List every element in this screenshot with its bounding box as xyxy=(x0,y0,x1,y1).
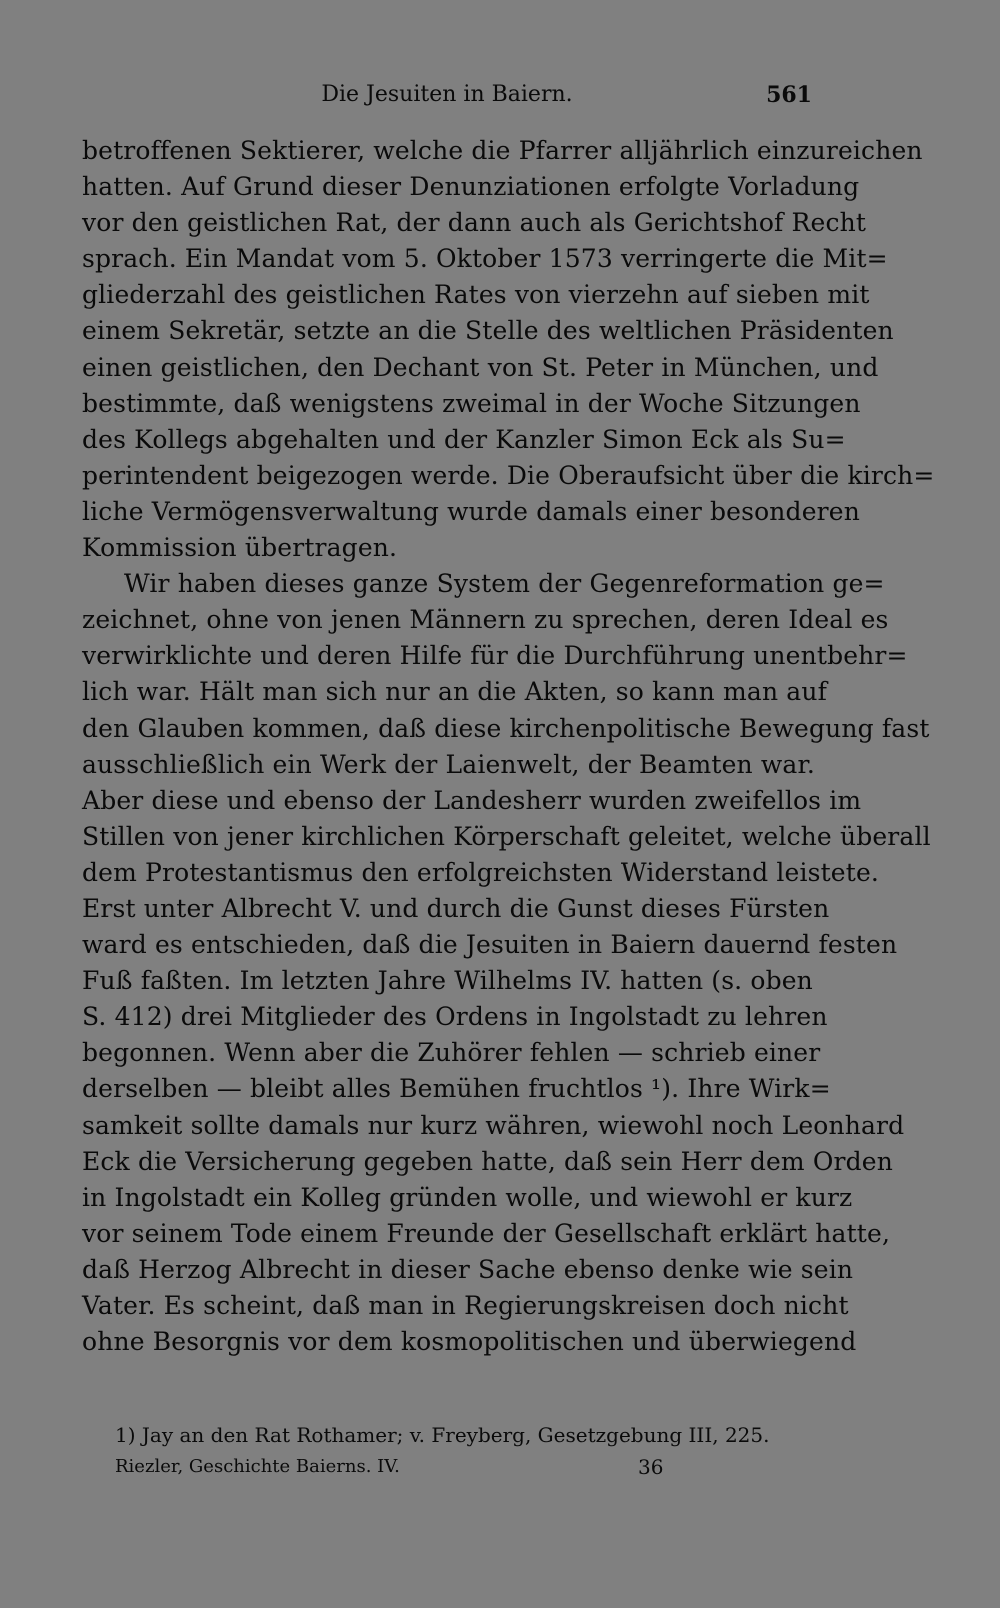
text-line: begonnen. Wenn aber die Zuhörer fehlen — schrieb einer xyxy=(82,1038,821,1068)
text-line: perintendent beigezogen werde. Die Oberaufsicht über die kirch= xyxy=(82,460,935,490)
text-line: dem Protestantismus den erfolgreichsten Widerstand leistete. xyxy=(82,857,879,887)
text-line: betroffenen Sektierer, welche die Pfarrer alljährlich einzureichen xyxy=(82,136,923,165)
text-line: samkeit sollte damals nur kurz währen, wiewohl noch Leonhard xyxy=(82,1110,905,1140)
text-line: Aber diese und ebenso der Landesherr wurden zweifellos im xyxy=(82,785,862,815)
text-line: ward es entschieden, daß die Jesuiten in Baiern dauernd festen xyxy=(82,930,898,960)
running-title: Die Jesuiten in Baiern. xyxy=(321,82,573,107)
page-header xyxy=(82,82,812,116)
text-line: des Kollegs abgehalten und der Kanzler Simon Eck als Su= xyxy=(82,424,846,454)
text-line: derselben — bleibt alles Bemühen fruchtlos ¹). Ihre Wirk= xyxy=(82,1074,831,1104)
text-line: bestimmte, daß wenigstens zweimal in der Woche Sitzungen xyxy=(82,388,861,418)
text-line: Vater. Es scheint, daß man in Regierungskreisen doch nicht xyxy=(82,1291,849,1320)
text-line: gliederzahl des geistlichen Rates von vierzehn auf sieben mit xyxy=(82,280,870,310)
text-line: Stillen von jener kirchlichen Körperschaft geleitet, welche überall xyxy=(82,821,931,851)
text-line: vor den geistlichen Rat, der dann auch als Gerichtshof Recht xyxy=(82,208,867,238)
text-line: den Glauben kommen, daß diese kirchenpolitische Bewegung fast xyxy=(82,713,930,743)
text-line: Fuß faßten. Im letzten Jahre Wilhelms IV. hatten (s. oben xyxy=(82,966,813,996)
body-text xyxy=(82,133,935,1360)
text-line: vor seinem Tode einem Freunde der Gesellschaft erklärt hatte, xyxy=(82,1218,891,1248)
text-line: ohne Besorgnis vor dem kosmopolitischen und überwiegend xyxy=(82,1327,857,1357)
text-line: daß Herzog Albrecht in dieser Sache ebenso denke wie sein xyxy=(82,1254,854,1284)
text-line: zeichnet, ohne von jenen Männern zu sprechen, deren Ideal es xyxy=(82,605,889,635)
text-line: in Ingolstadt ein Kolleg gründen wolle, und wiewohl er kurz xyxy=(82,1182,853,1212)
page-number: 561 xyxy=(766,82,812,108)
text-line: liche Vermögensverwaltung wurde damals einer besonderen xyxy=(82,496,860,526)
text-line: Kommission übertragen. xyxy=(82,533,398,563)
footnote: 1) Jay an den Rat Rothamer; v. Freyberg, Gesetzgebung III, 225. xyxy=(115,1423,770,1447)
text-line: S. 412) drei Mitglieder des Ordens in Ingolstadt zu lehren xyxy=(82,1002,828,1032)
sheet-number: 36 xyxy=(638,1455,664,1479)
text-line: verwirklichte und deren Hilfe für die Durchführung unentbehr= xyxy=(82,641,908,671)
text-line: Wir haben dieses ganze System der Gegenreformation ge= xyxy=(124,569,885,599)
text-line: ausschließlich ein Werk der Laienwelt, der Beamten war. xyxy=(82,749,815,779)
text-line: Erst unter Albrecht V. und durch die Gunst dieses Fürsten xyxy=(82,893,830,923)
text-line: Eck die Versicherung gegeben hatte, daß sein Herr dem Orden xyxy=(82,1146,893,1176)
text-line: einen geistlichen, den Dechant von St. Peter in München, und xyxy=(82,352,879,382)
text-line: einem Sekretär, setzte an die Stelle des weltlichen Präsidenten xyxy=(82,316,894,346)
text-line: lich war. Hält man sich nur an die Akten, so kann man auf xyxy=(82,677,827,707)
text-line: hatten. Auf Grund dieser Denunziationen erfolgte Vorladung xyxy=(82,172,860,202)
text-line: sprach. Ein Mandat vom 5. Oktober 1573 verringerte die Mit= xyxy=(82,244,888,274)
signature-mark: Riezler, Geschichte Baierns. IV. xyxy=(115,1456,400,1477)
